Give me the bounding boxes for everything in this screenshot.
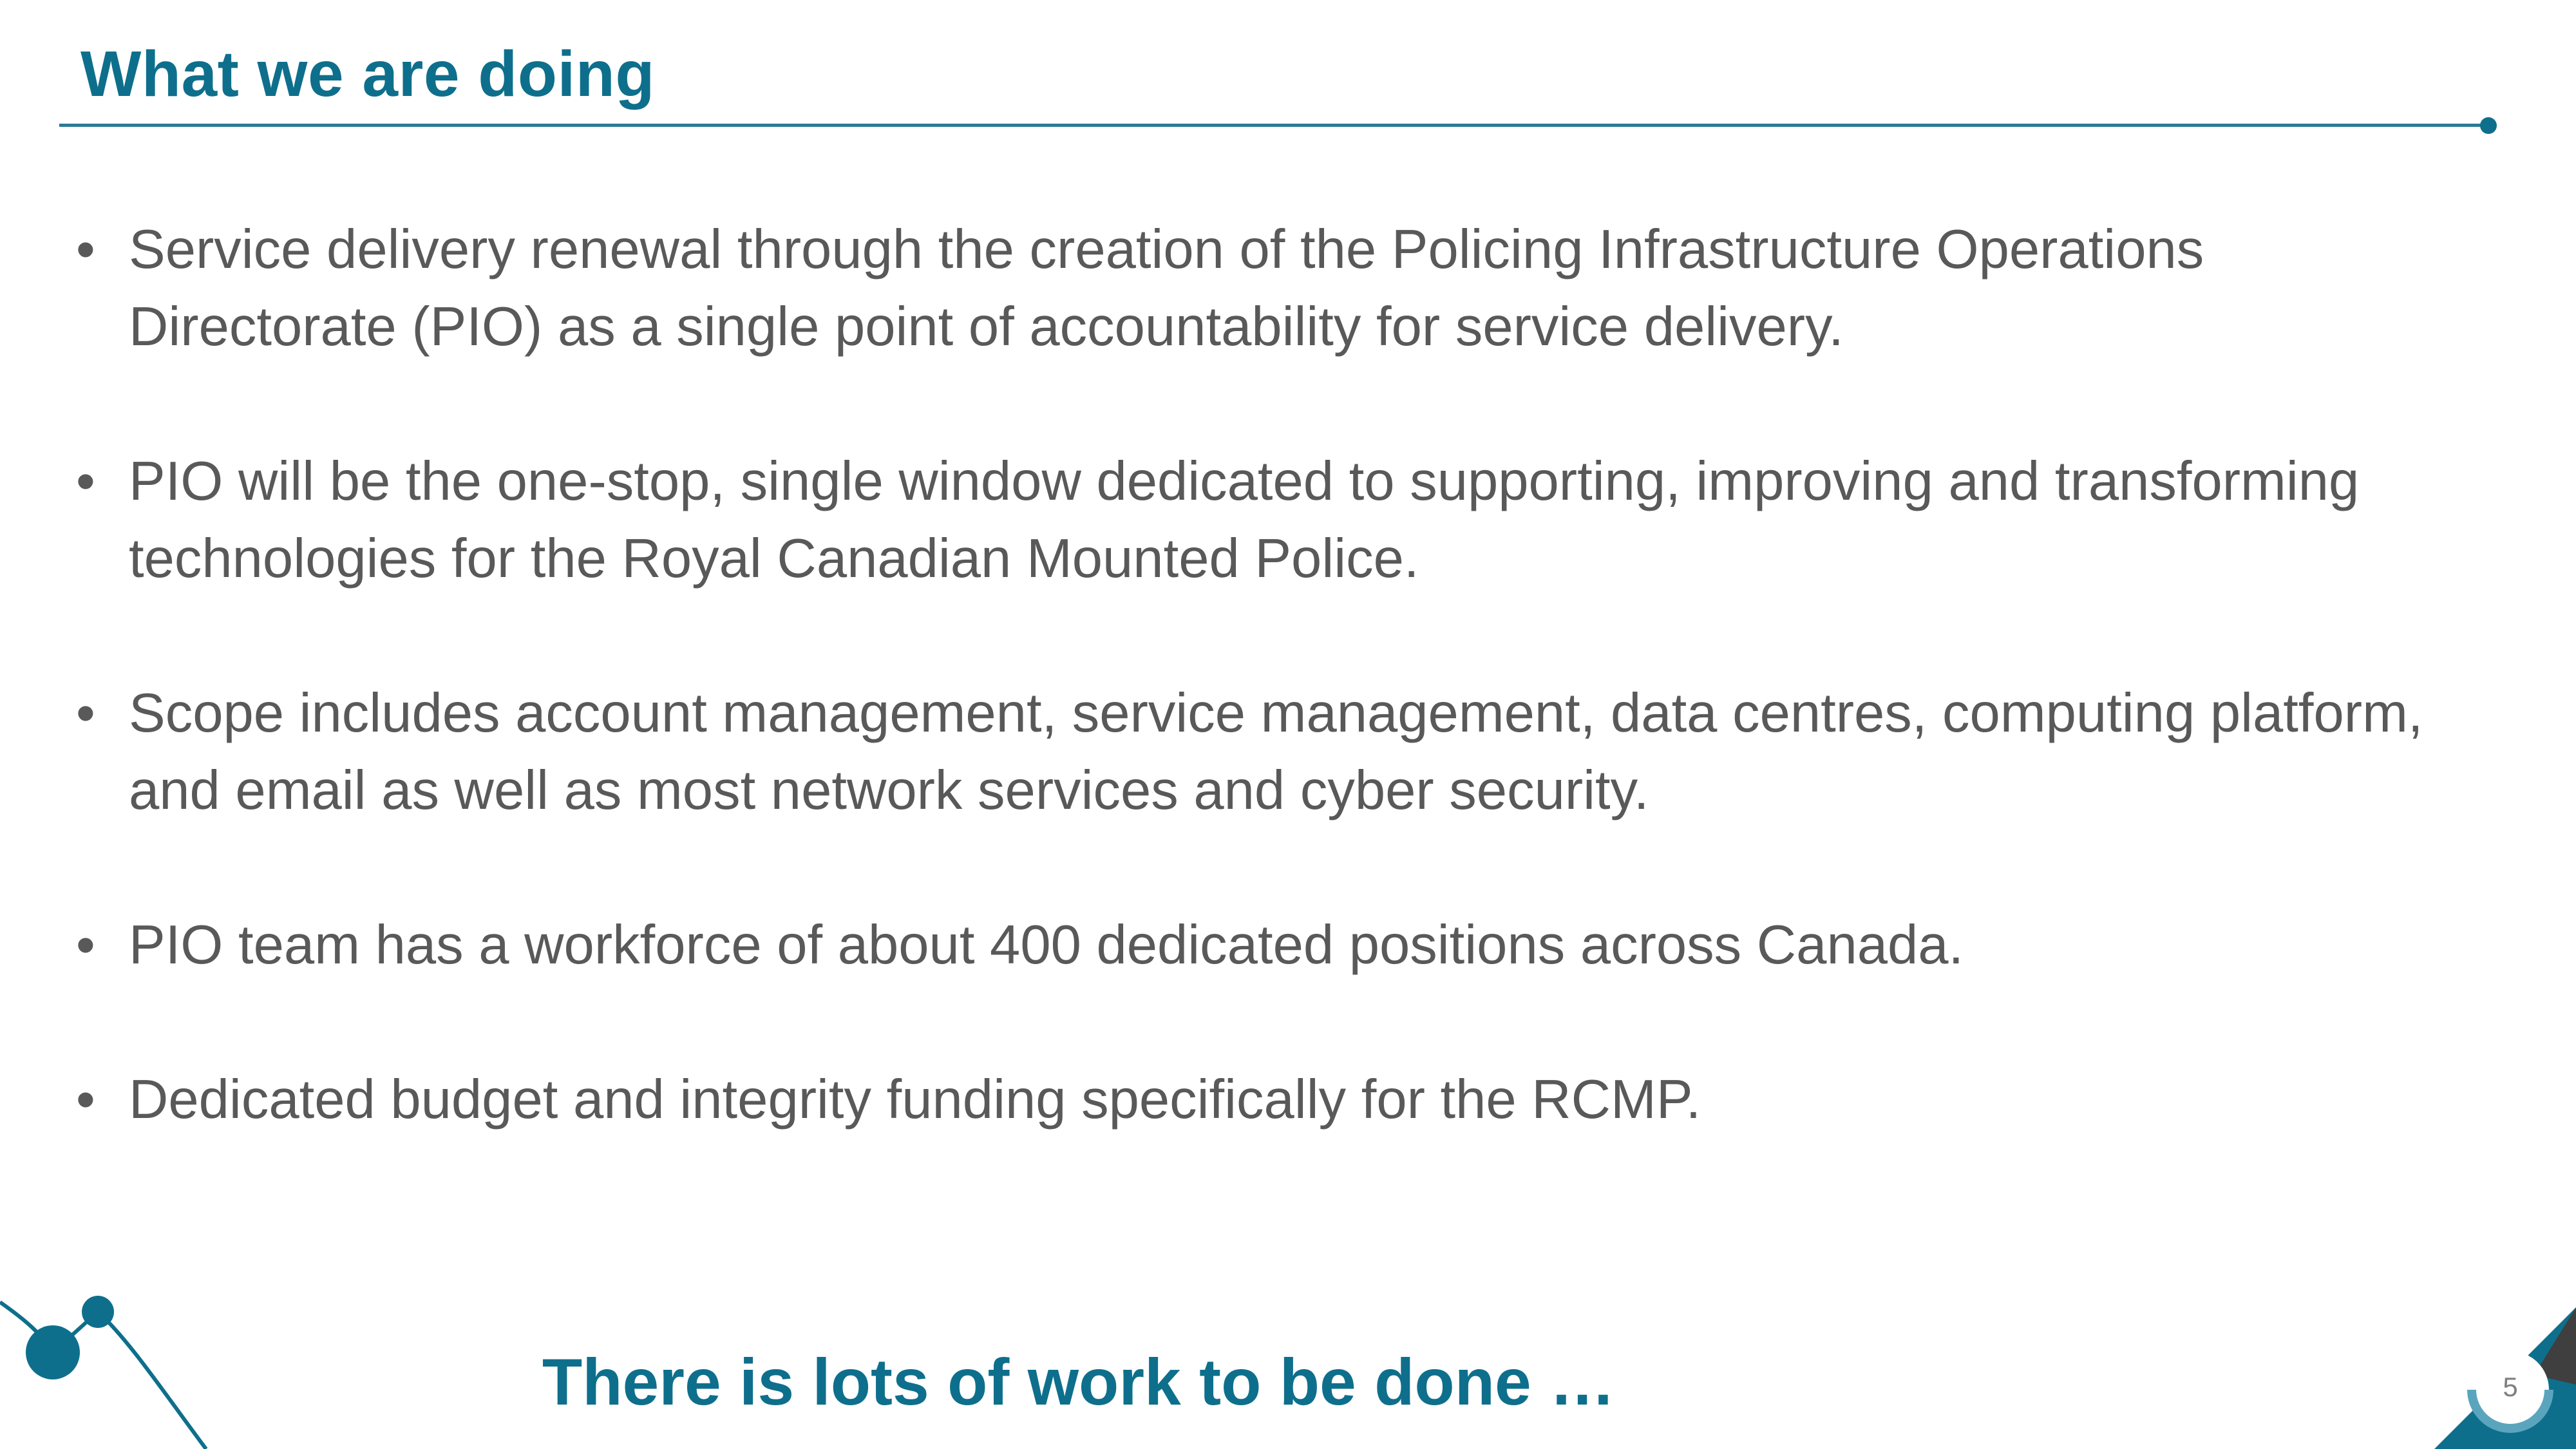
bullet-dot-icon: •	[76, 219, 95, 280]
bullet-text: PIO will be the one-stop, single window dedicated to supporting, improving and transforming technologies for the Royal Canadian Mounted Police.	[129, 451, 2360, 589]
bullet-item	[76, 443, 2459, 598]
slide-title: What we are doing	[80, 38, 655, 110]
bullet-item	[76, 211, 2459, 366]
title-underline	[59, 124, 2494, 127]
bullet-dot-icon: •	[76, 1069, 95, 1130]
bullet-dot-icon: •	[76, 914, 95, 976]
bullet-item	[76, 675, 2459, 829]
bullet-item	[76, 907, 2459, 984]
tagline: There is lots of work to be done …	[542, 1345, 1616, 1419]
title-underline-end-dot	[2480, 117, 2497, 134]
bullet-text: Service delivery renewal through the creation of the Policing Infrastructure Operations Directorate (PIO) as a single point of accountability for service delivery.	[129, 219, 2204, 357]
bullet-text: Dedicated budget and integrity funding specifically for the RCMP.	[129, 1069, 1701, 1130]
bullet-item	[76, 1061, 2459, 1139]
page-number: 5	[2503, 1372, 2518, 1402]
bullet-text: Scope includes account management, service management, data centres, computing platform, and email as well as most network services and cyber security.	[129, 683, 2423, 821]
bullet-dot-icon: •	[76, 451, 95, 512]
bullet-list	[76, 211, 2459, 1139]
bullet-text: PIO team has a workforce of about 400 dedicated positions across Canada.	[129, 914, 1964, 976]
bullet-dot-icon: •	[76, 683, 95, 744]
